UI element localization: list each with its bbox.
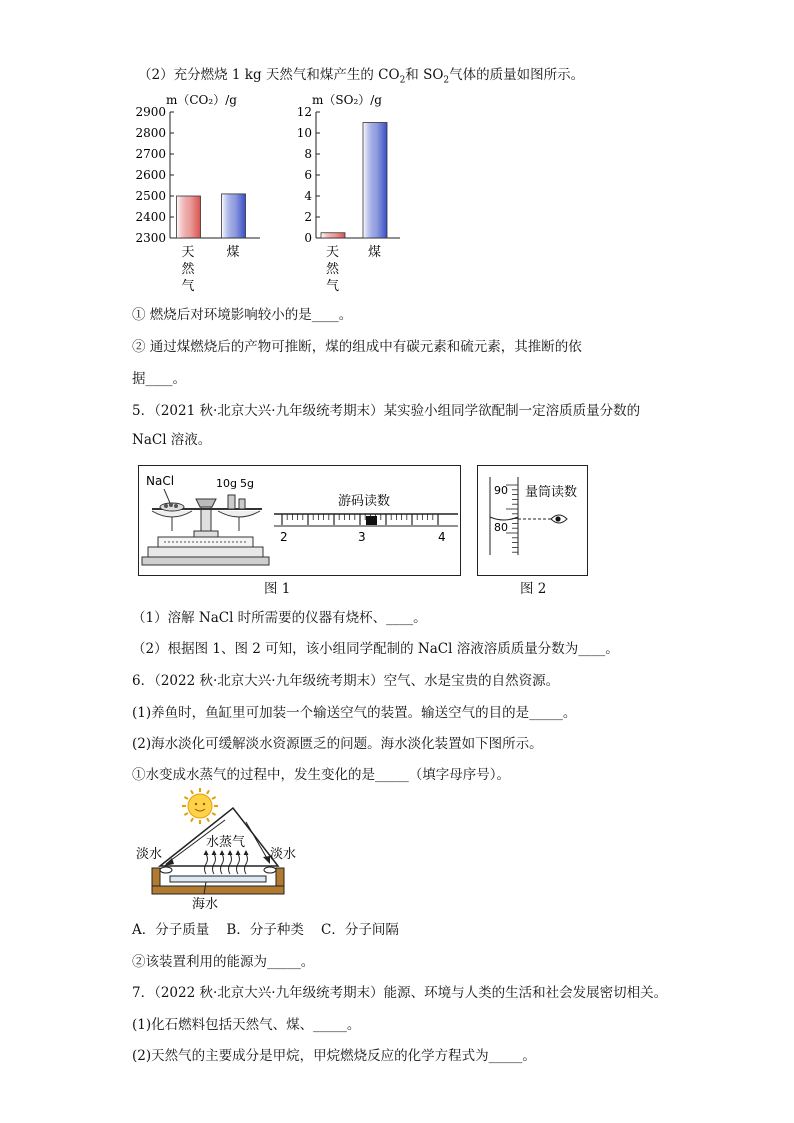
desalination-figure [130, 786, 310, 912]
y-tick-label: 2900 [135, 105, 166, 119]
scale-label-4: 4 [438, 530, 446, 544]
y-axis-label: m（SO₂）/g [312, 93, 382, 107]
cylinder-figure [477, 465, 589, 577]
scale-label-2: 2 [280, 530, 288, 544]
fresh-water-left: 淡水 [136, 847, 163, 862]
q5-p1: （1）溶解 NaCl 时所需要的仪器有烧杯、____。 [132, 610, 427, 626]
sea-water-label: 海水 [192, 897, 219, 912]
category-label: 然 [326, 262, 340, 277]
q4-sub1: ① 燃烧后对环境影响较小的是____。 [132, 307, 353, 323]
mark-80: 80 [494, 521, 508, 534]
q5-p2: （2）根据图 1、图 2 可知，该小组同学配制的 NaCl 溶液溶质质量分数为____。 [132, 641, 619, 657]
category-label: 天 [326, 245, 340, 260]
y-tick-label: 2500 [135, 189, 166, 203]
y-tick-label: 2800 [135, 126, 166, 140]
vapor-label: 水蒸气 [206, 835, 246, 850]
mark-90: 90 [494, 484, 508, 497]
q7-p1: (1)化石燃料包括天然气、煤、_____。 [132, 1017, 361, 1033]
weight-5g-label: 5g [240, 477, 254, 490]
category-label: 煤 [226, 245, 240, 260]
category-label: 气 [181, 279, 195, 294]
basin [152, 867, 284, 894]
bar-coal [222, 194, 246, 238]
fresh-water-right: 淡水 [270, 847, 297, 862]
y-tick-label: 0 [304, 231, 312, 245]
weight-10g [228, 495, 235, 509]
q5-stem-line2: NaCl 溶液。 [132, 432, 212, 448]
category-label: 天 [181, 245, 195, 260]
balance-figure [138, 465, 462, 577]
category-label: 煤 [368, 245, 382, 260]
q5-stem-line1: 5．（2021 秋·北京大兴·九年级统考期末）某实验小组同学欲配制一定溶质质量分数的 [132, 403, 641, 419]
q6-p2-1: ①水变成水蒸气的过程中，发生变化的是_____（填字母序号）。 [132, 767, 510, 783]
sun-icon [182, 788, 218, 824]
y-tick-label: 6 [304, 168, 312, 182]
y-tick-label: 2300 [135, 231, 166, 245]
q4-sub2: ② 通过煤燃烧后的产物可推断，煤的组成中有碳元素和硫元素，其推断的依 [132, 339, 582, 355]
q6-stem: 6．（2022 秋·北京大兴·九年级统考期末）空气、水是宝贵的自然资源。 [132, 673, 560, 689]
y-axis-label: m（CO₂）/g [166, 93, 237, 107]
y-tick-label: 2700 [135, 147, 166, 161]
q6-p2: (2)海水淡化可缓解淡水资源匮乏的问题。海水淡化装置如下图所示。 [132, 736, 543, 752]
weight-10g-label: 10g [216, 477, 237, 490]
y-tick-label: 12 [296, 105, 312, 119]
category-label: 气 [326, 279, 340, 294]
q6-p1: (1)养鱼时，鱼缸里可加装一个输送空气的装置。输送空气的目的是_____。 [132, 705, 577, 721]
cylinder-label: 量筒读数 [525, 485, 578, 500]
category-label: 然 [181, 262, 195, 277]
q7-stem: 7．（2022 秋·北京大兴·九年级统考期末）能源、环境与人类的生活和社会发展密切相关。 [132, 985, 668, 1001]
y-tick-label: 8 [304, 147, 312, 161]
balance-base [142, 531, 269, 565]
rider-label: 游码读数 [338, 494, 391, 509]
nacl-label: NaCl [146, 474, 175, 488]
q6-options: A．分子质量 B．分子种类 C．分子间隔 [132, 922, 399, 938]
bar-coal [363, 123, 387, 239]
q7-p2: (2)天然气的主要成分是甲烷，甲烷燃烧反应的化学方程式为_____。 [132, 1048, 536, 1064]
rider-scale-ticks [282, 514, 438, 525]
y-tick-label: 10 [296, 126, 312, 140]
bar-natural-gas [177, 196, 201, 238]
so2-bar-chart [282, 90, 422, 302]
rider-marker [366, 516, 377, 525]
y-tick-label: 4 [304, 189, 312, 203]
right-pan [218, 495, 260, 531]
meniscus [490, 517, 518, 520]
vapor-arrows [204, 850, 249, 874]
nacl-pointer [164, 489, 170, 503]
q4-part2-text: （2）充分燃烧 1 kg 天然气和煤产生的 $CO_2$和 $SO_2$气体的质量如图所示。 [138, 67, 585, 86]
left-pan [152, 503, 192, 531]
y-tick-label: 2600 [135, 168, 166, 182]
y-tick-label: 2400 [135, 210, 166, 224]
figure1-caption: 图 1 [264, 581, 291, 597]
bar-natural-gas [321, 233, 345, 238]
y-tick-label: 2 [304, 210, 312, 224]
weight-5g [239, 499, 245, 509]
q6-p2-2: ②该装置利用的能源为_____。 [132, 954, 315, 970]
scale-label-3: 3 [358, 530, 366, 544]
figure2-caption: 图 2 [520, 581, 547, 597]
q4-sub2-cont: 据____。 [132, 371, 186, 387]
arrow-right [246, 822, 268, 860]
co2-bar-chart [120, 90, 280, 302]
eye-icon [551, 515, 567, 523]
